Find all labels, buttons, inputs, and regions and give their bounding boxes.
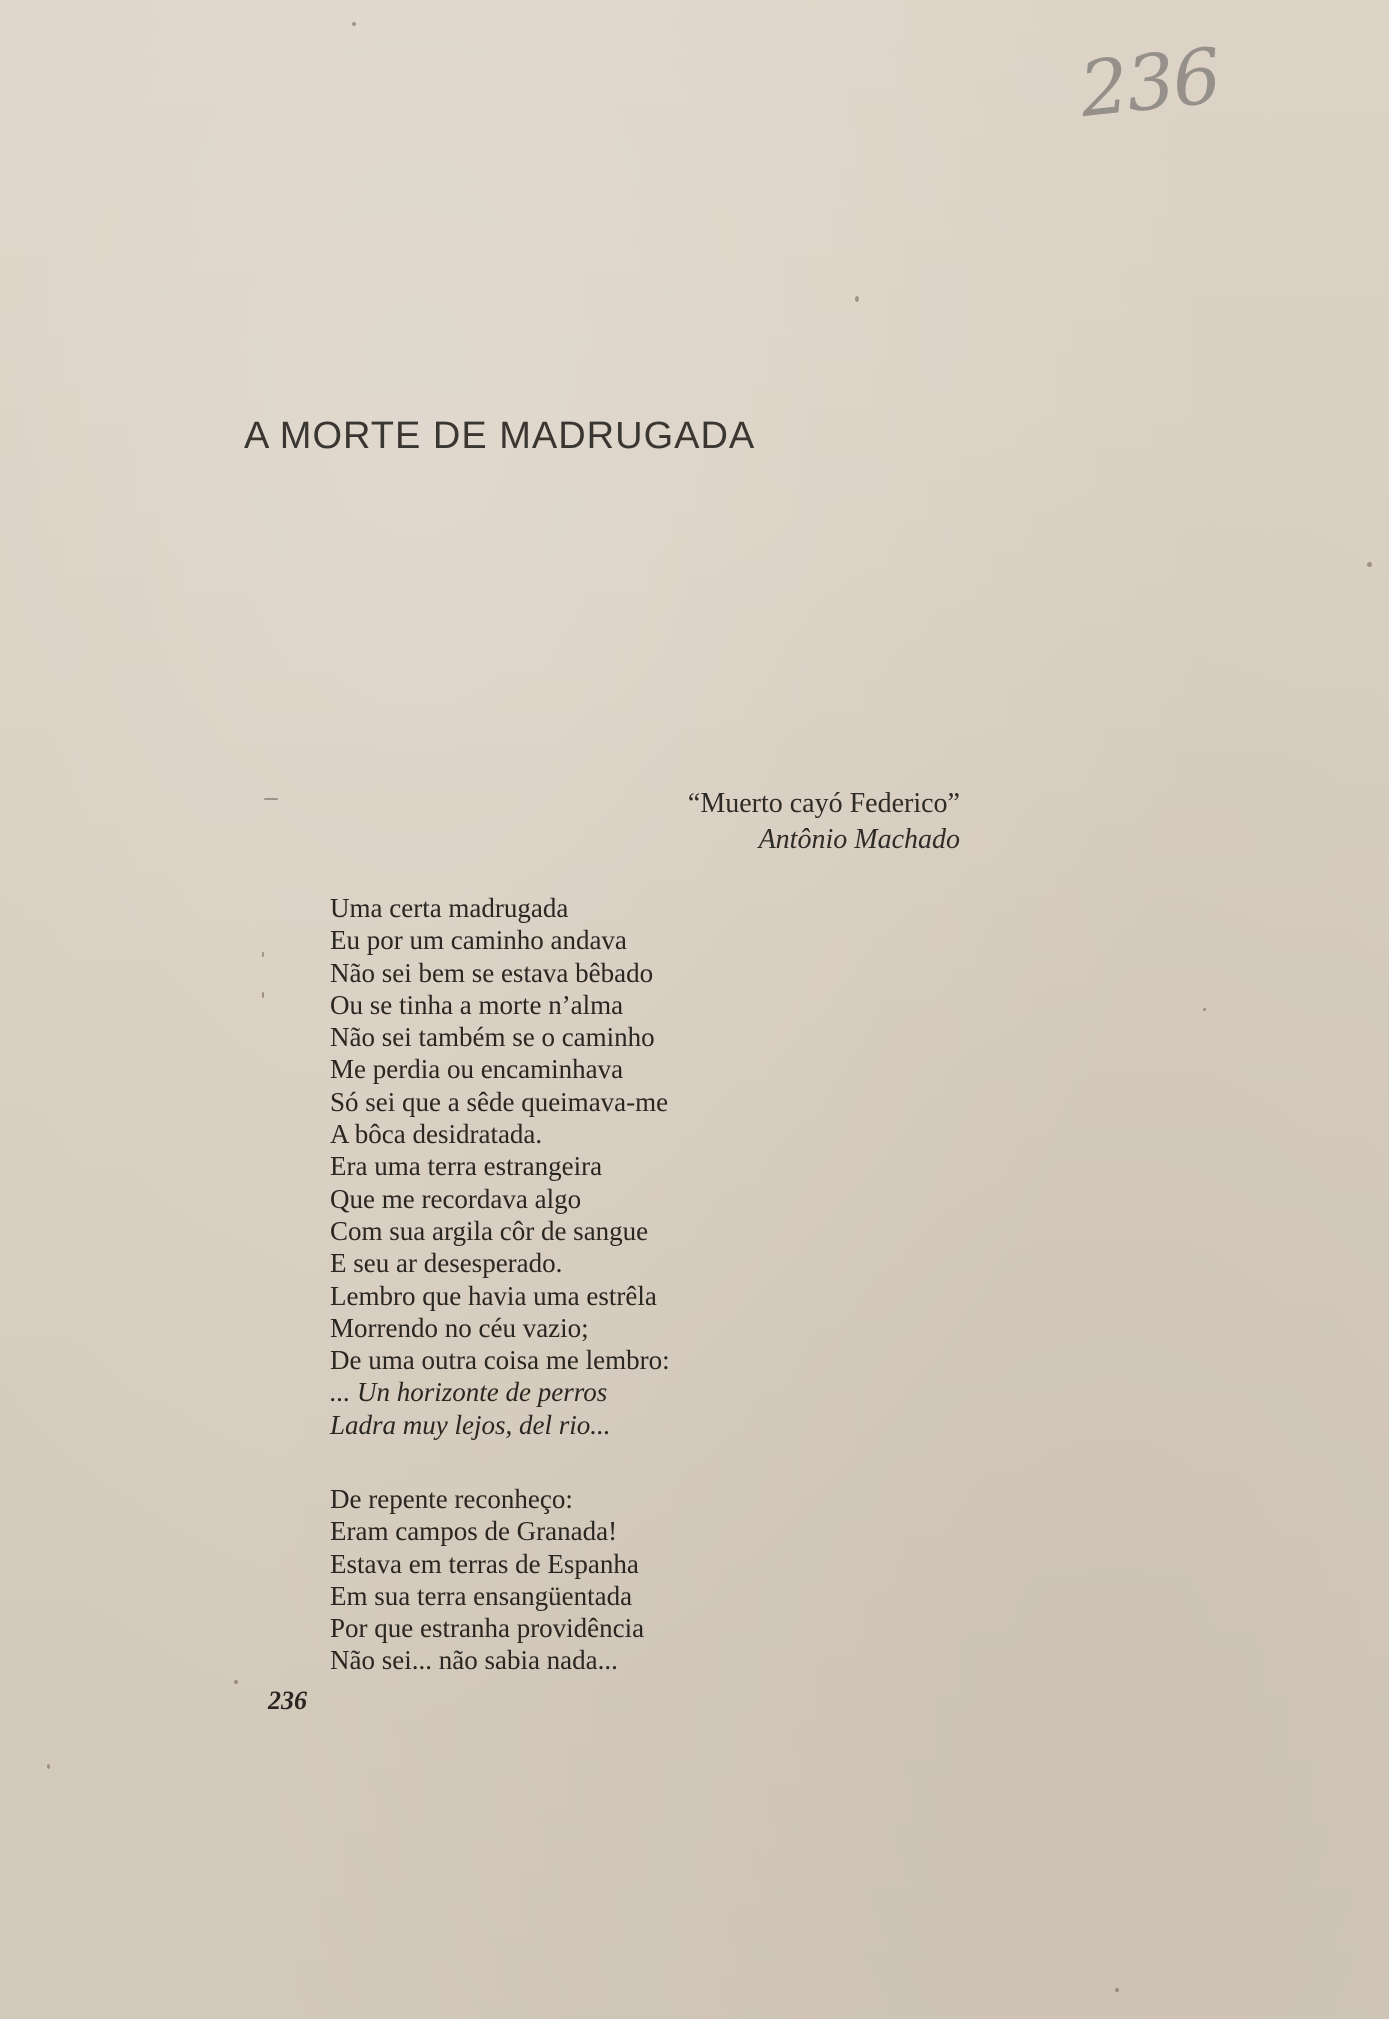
poem-line: Lembro que havia uma estrêla	[330, 1280, 657, 1311]
poem-line: Ou se tinha a morte n’alma	[330, 989, 624, 1020]
poem-line: Me perdia ou encaminhava	[330, 1054, 624, 1085]
paper-speck	[262, 952, 264, 957]
poem-line: E seu ar desesperado.	[330, 1248, 563, 1279]
paper-speck	[1115, 1988, 1119, 1992]
poem-line: De repente reconheço:	[330, 1484, 573, 1514]
poem-line: A bôca desidratada.	[330, 1119, 543, 1150]
poem-title: A MORTE DE MADRUGADA	[244, 415, 756, 457]
paper-speck	[1203, 1008, 1206, 1011]
poem-line: De uma outra coisa me lembro:	[330, 1345, 670, 1376]
poem-line: Por que estranha providência	[330, 1613, 645, 1644]
poem-line: Uma certa madrugada	[330, 893, 569, 923]
poem-line: Que me recordava algo	[330, 1183, 582, 1214]
poem-line: Morrendo no céu vazio;	[330, 1312, 589, 1343]
paper-speck	[264, 798, 278, 800]
paper-speck	[262, 992, 264, 998]
poem-line: Estava em terras de Espanha	[330, 1548, 639, 1579]
poem-line: Não sei também se o caminho	[330, 1022, 655, 1053]
poem-line: Não sei... não sabia nada...	[330, 1645, 618, 1676]
poem-stanza-1	[330, 892, 670, 1441]
handwritten-folio-number: 236	[1075, 30, 1224, 135]
poem-stanza-2	[330, 1483, 644, 1677]
paper-speck	[855, 296, 859, 302]
epigraph-quote: “Muerto cayó Federico”	[687, 788, 960, 819]
poem-line: Eram campos de Granada!	[330, 1516, 618, 1547]
epigraph-author: Antônio Machado	[758, 824, 960, 855]
poem-line: Com sua argila côr de sangue	[330, 1215, 649, 1246]
paper-speck	[352, 22, 356, 26]
epigraph	[560, 786, 960, 858]
poem-line: Em sua terra ensangüentada	[330, 1580, 633, 1611]
poem-line: Era uma terra estrangeira	[330, 1151, 603, 1182]
paper-speck	[1367, 562, 1372, 567]
poem-line-spanish: ... Un horizonte de perros	[330, 1377, 608, 1408]
poem-line: Não sei bem se estava bêbado	[330, 957, 654, 988]
poem-line: Eu por um caminho andava	[330, 925, 627, 956]
poem-line: Só sei que a sêde queimava-me	[330, 1086, 669, 1117]
paper-speck	[234, 1680, 238, 1684]
page-number: 236	[268, 1686, 307, 1715]
poem-line-spanish: Ladra muy lejos, del rio...	[330, 1409, 611, 1440]
paper-speck	[47, 1764, 50, 1769]
